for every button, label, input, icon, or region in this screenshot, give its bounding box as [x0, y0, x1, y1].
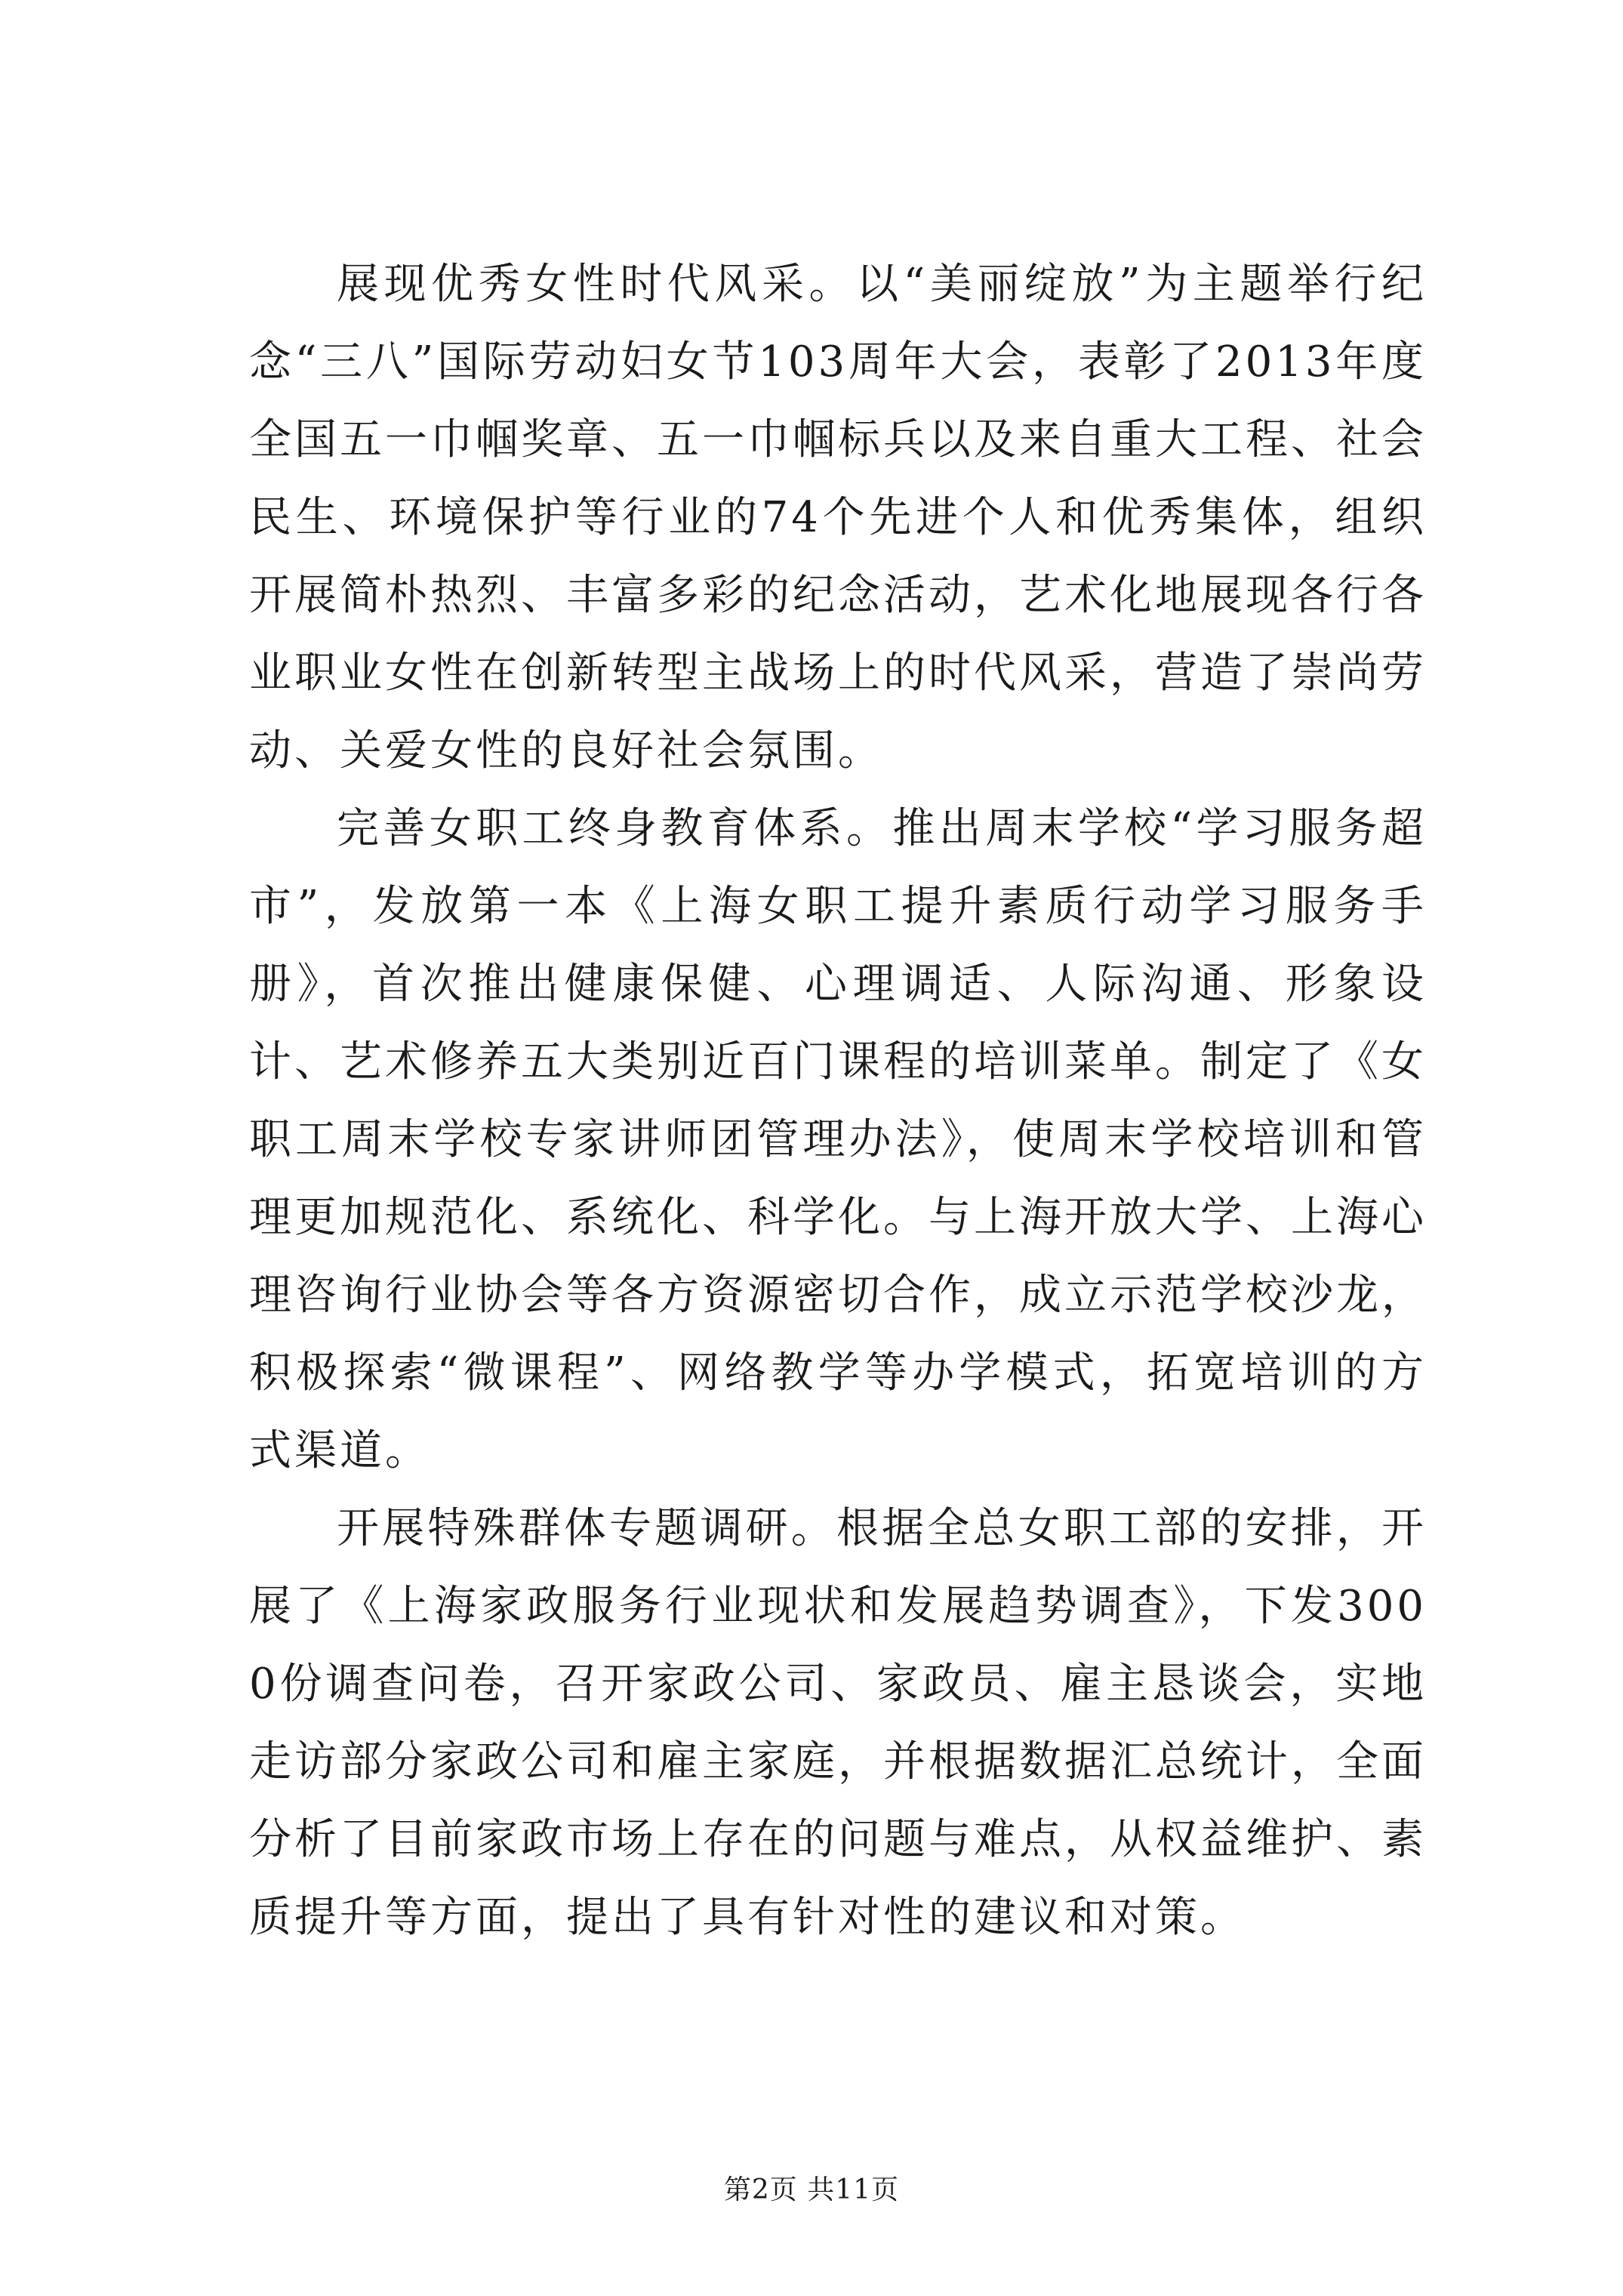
document-body: [249, 245, 1427, 1956]
page-number-footer: 第2页 共11页: [723, 2174, 900, 2205]
paragraph-special-group-research: 开展特殊群体专题调研。根据全总女职工部的安排，开展了《上海家政服务行业现状和发展趋势调查》，下发3000份调查问卷，召开家政公司、家政员、雇主恳谈会，实地走访部分家政公司和雇主家庭，并根据数据汇总统计，全面分析了目前家政市场上存在的问题与难点，从权益维护、素质提升等方面，提出了具有针对性的建议和对策。: [249, 1504, 1427, 1942]
paragraph-women-style: 展现优秀女性时代风采。以“美丽绽放”为主题举行纪念“三八”国际劳动妇女节103周年大会，表彰了2013年度全国五一巾帼奖章、五一巾帼标兵以及来自重大工程、社会民生、环境保护等行业的74个先进个人和优秀集体，组织开展简朴热烈、丰富多彩的纪念活动，艺术化地展现各行各业职业女性在创新转型主战场上的时代风采，营造了崇尚劳动、关爱女性的良好社会氛围。: [249, 260, 1427, 775]
paragraph-lifelong-education: 完善女职工终身教育体系。推出周末学校“学习服务超市”，发放第一本《上海女职工提升素质行动学习服务手册》，首次推出健康保健、心理调适、人际沟通、形象设计、艺术修养五大类别近百门课程的培训菜单。制定了《女职工周末学校专家讲师团管理办法》，使周末学校培训和管理更加规范化、系统化、科学化。与上海开放大学、上海心理咨询行业协会等各方资源密切合作，成立示范学校沙龙，积极探索“微课程”、网络教学等办学模式，拓宽培训的方式渠道。: [249, 804, 1427, 1475]
